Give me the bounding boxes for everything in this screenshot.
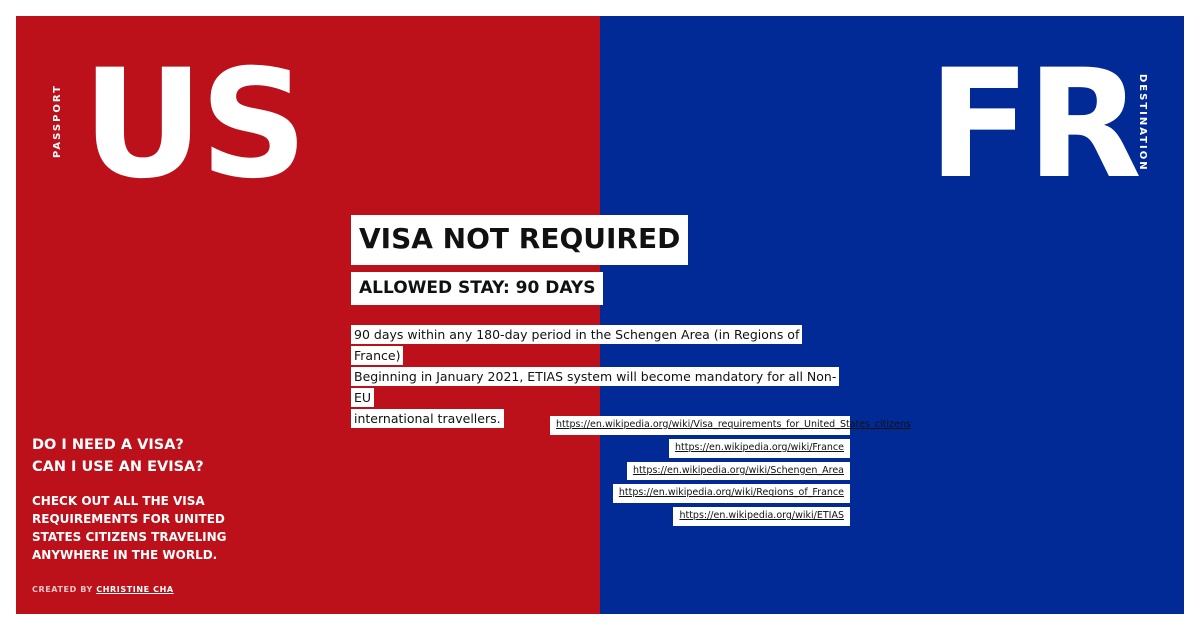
credit-author-link[interactable]: CHRISTINE CHA [96, 585, 174, 594]
description-line: 90 days within any 180-day period in the Schengen Area (in Regions of France) [351, 325, 802, 365]
source-link-regions-of-france[interactable]: https://en.wikipedia.org/wiki/Regions_of_France [613, 484, 850, 503]
destination-country-code: FR [928, 38, 1138, 212]
source-link-visa-requirements[interactable]: https://en.wikipedia.org/wiki/Visa_requirements_for_United_States_citizens [550, 416, 850, 435]
credit-line [32, 585, 174, 594]
promo-block [32, 434, 262, 564]
promo-question-1: DO I NEED A VISA? [32, 437, 184, 453]
passport-label: PASSPORT [52, 83, 63, 158]
passport-country-code: US [82, 38, 304, 212]
description-line: international travellers. [351, 409, 504, 428]
allowed-stay-badge: ALLOWED STAY: 90 DAYS [351, 272, 603, 305]
visa-status-title: VISA NOT REQUIRED [351, 215, 688, 265]
visa-description [351, 324, 851, 429]
promo-text: CHECK OUT ALL THE VISA REQUIREMENTS FOR UNITED STATES CITIZENS TRAVELING ANYWHERE IN THE WORLD. [32, 494, 227, 562]
credit-prefix: CREATED BY [32, 585, 93, 594]
source-link-france[interactable]: https://en.wikipedia.org/wiki/France [669, 439, 850, 458]
destination-label: DESTINATION [1137, 74, 1148, 172]
visa-card [16, 16, 1184, 614]
source-link-schengen-area[interactable]: https://en.wikipedia.org/wiki/Schengen_Area [627, 462, 850, 481]
source-link-etias[interactable]: https://en.wikipedia.org/wiki/ETIAS [673, 507, 850, 526]
description-line: Beginning in January 2021, ETIAS system will become mandatory for all Non-EU [351, 367, 839, 407]
promo-question-2: CAN I USE AN EVISA? [32, 459, 204, 475]
source-links [466, 416, 911, 526]
